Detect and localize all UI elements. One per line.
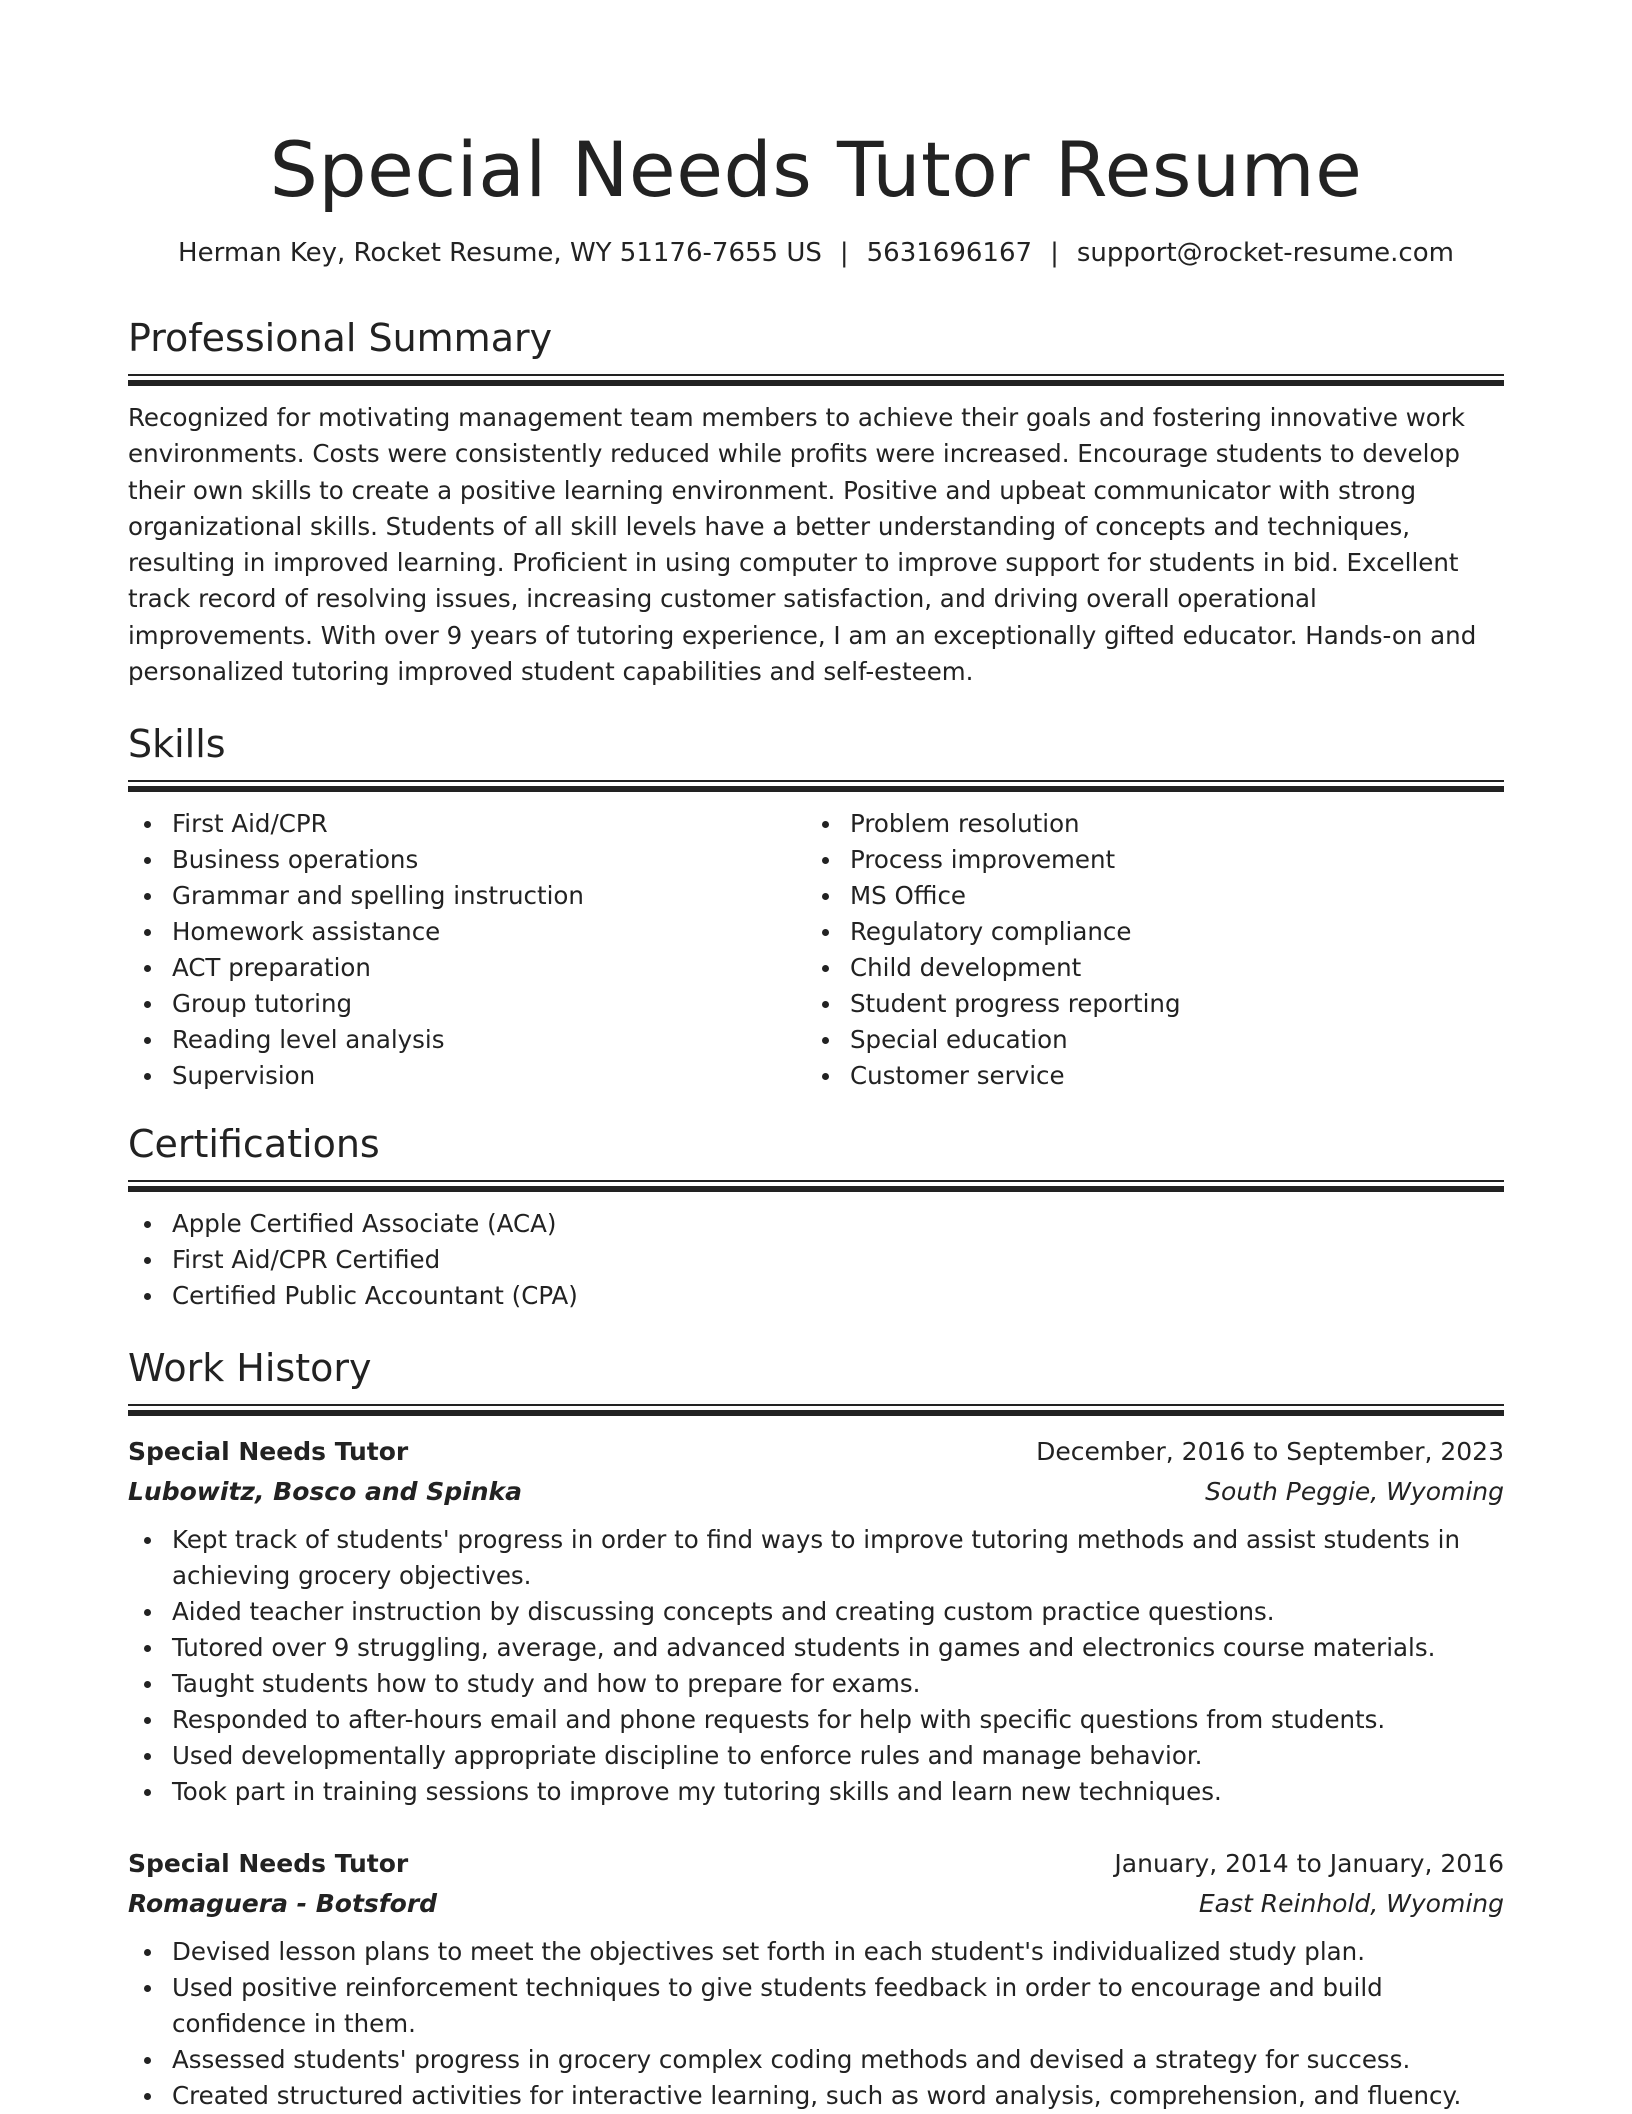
certifications-list: [128, 1206, 1504, 1314]
summary-text: Recognized for motivating management team members to achieve their goals and fostering innovative work environments. Costs were consistently reduced while profits were increased. Encourage students to develop their own skills to create a positive learning environment. Positive and upbeat communicator with strong organizational skills. Students of all skill levels have a better understanding of concepts and techniques, resulting in improved learning. Proficient in using computer to improve support for students in bid. Excellent track record of resolving issues, increasing customer satisfaction, and driving overall operational improvements. With over 9 years of tutoring experience, I am an exceptionally gifted educator. Hands-on and personalized tutoring improved student capabilities and self-esteem.: [128, 403, 1477, 687]
skill-item: Child development: [806, 950, 1484, 986]
job-bullet: Created structured activities for interactive learning, such as word analysis, comprehension, and fluency.: [128, 2078, 1504, 2114]
job-dates: December, 2016 to September, 2023: [1036, 1437, 1504, 1467]
skills-grid: [128, 806, 1504, 1094]
skill-item: Regulatory compliance: [806, 914, 1484, 950]
job-bullet: Taught students how to study and how to prepare for exams.: [128, 1666, 1504, 1702]
job-subheader-row: [128, 1884, 1504, 1924]
skill-item: Homework assistance: [128, 914, 806, 950]
skills-list-right: [806, 806, 1484, 1094]
resume-title: Special Needs Tutor Resume: [269, 125, 1363, 214]
skill-item: Problem resolution: [806, 806, 1484, 842]
skill-item: Customer service: [806, 1058, 1484, 1094]
skills-section: [128, 720, 1504, 1094]
summary-section: [128, 314, 1504, 690]
contact-separator: |: [839, 238, 849, 268]
certifications-section: [128, 1120, 1504, 1314]
skills-list-left: [128, 806, 806, 1094]
job-company: Romaguera - Botsford: [128, 1889, 438, 1919]
section-heading-work-history: Work History: [128, 1346, 372, 1391]
job-bullet: Kept track of students' progress in order to find ways to improve tutoring methods and assist students in achieving grocery objectives.: [128, 1522, 1504, 1594]
job-title: Special Needs Tutor: [128, 1849, 409, 1879]
job-bullet: Used developmentally appropriate discipline to enforce rules and manage behavior.: [128, 1738, 1504, 1774]
certification-item: Apple Certified Associate (ACA): [128, 1206, 1504, 1242]
skill-item: Reading level analysis: [128, 1022, 806, 1058]
job-header-row: [128, 1844, 1504, 1884]
section-divider: [128, 780, 1504, 792]
job-bullet-list: [128, 1934, 1504, 2114]
job-entry: [128, 1432, 1504, 1810]
resume-page: [128, 0, 1504, 2114]
job-bullet: Assessed students' progress in grocery complex coding methods and devised a strategy for success.: [128, 2042, 1504, 2078]
skill-item: ACT preparation: [128, 950, 806, 986]
skill-item: Grammar and spelling instruction: [128, 878, 806, 914]
work-history-section: [128, 1344, 1504, 2114]
job-bullet: Took part in training sessions to improve my tutoring skills and learn new techniques.: [128, 1774, 1504, 1810]
job-bullet-list: [128, 1522, 1504, 1810]
job-header-row: [128, 1432, 1504, 1472]
section-divider: [128, 1404, 1504, 1416]
job-company: Lubowitz, Bosco and Spinka: [128, 1477, 523, 1507]
skill-item: Business operations: [128, 842, 806, 878]
job-bullet: Responded to after-hours email and phone requests for help with specific questions from students.: [128, 1702, 1504, 1738]
section-heading-skills: Skills: [128, 722, 226, 767]
job-dates: January, 2014 to January, 2016: [1114, 1849, 1504, 1879]
job-title: Special Needs Tutor: [128, 1437, 409, 1467]
skill-item: Student progress reporting: [806, 986, 1484, 1022]
skill-item: Special education: [806, 1022, 1484, 1058]
contact-email[interactable]: support@rocket-resume.com: [1076, 238, 1454, 268]
job-location: East Reinhold, Wyoming: [1198, 1889, 1504, 1919]
contact-separator: |: [1050, 238, 1059, 268]
job-bullet: Aided teacher instruction by discussing concepts and creating custom practice questions.: [128, 1594, 1504, 1630]
section-heading-summary: Professional Summary: [128, 316, 553, 360]
job-bullet: Tutored over 9 struggling, average, and advanced students in games and electronics course materials.: [128, 1630, 1504, 1666]
job-bullet: Used positive reinforcement techniques to give students feedback in order to encourage and build confidence in them.: [128, 1970, 1504, 2042]
job-entry: [128, 1844, 1504, 2114]
job-bullet: Devised lesson plans to meet the objectives set forth in each student's individualized study plan.: [128, 1934, 1504, 1970]
job-location: South Peggie, Wyoming: [1205, 1477, 1504, 1507]
certification-item: Certified Public Accountant (CPA): [128, 1278, 1504, 1314]
skill-item: Group tutoring: [128, 986, 806, 1022]
section-divider: [128, 374, 1504, 386]
skill-item: Supervision: [128, 1058, 806, 1094]
certification-item: First Aid/CPR Certified: [128, 1242, 1504, 1278]
section-divider: [128, 1180, 1504, 1192]
contact-phone: 5631696167: [866, 238, 1033, 268]
skill-item: First Aid/CPR: [128, 806, 806, 842]
job-subheader-row: [128, 1472, 1504, 1512]
section-heading-certifications: Certifications: [128, 1122, 380, 1167]
skill-item: MS Office: [806, 878, 1484, 914]
contact-line: [128, 236, 1504, 270]
contact-address: Herman Key, Rocket Resume, WY 51176-7655 US: [178, 238, 822, 268]
skill-item: Process improvement: [806, 842, 1484, 878]
